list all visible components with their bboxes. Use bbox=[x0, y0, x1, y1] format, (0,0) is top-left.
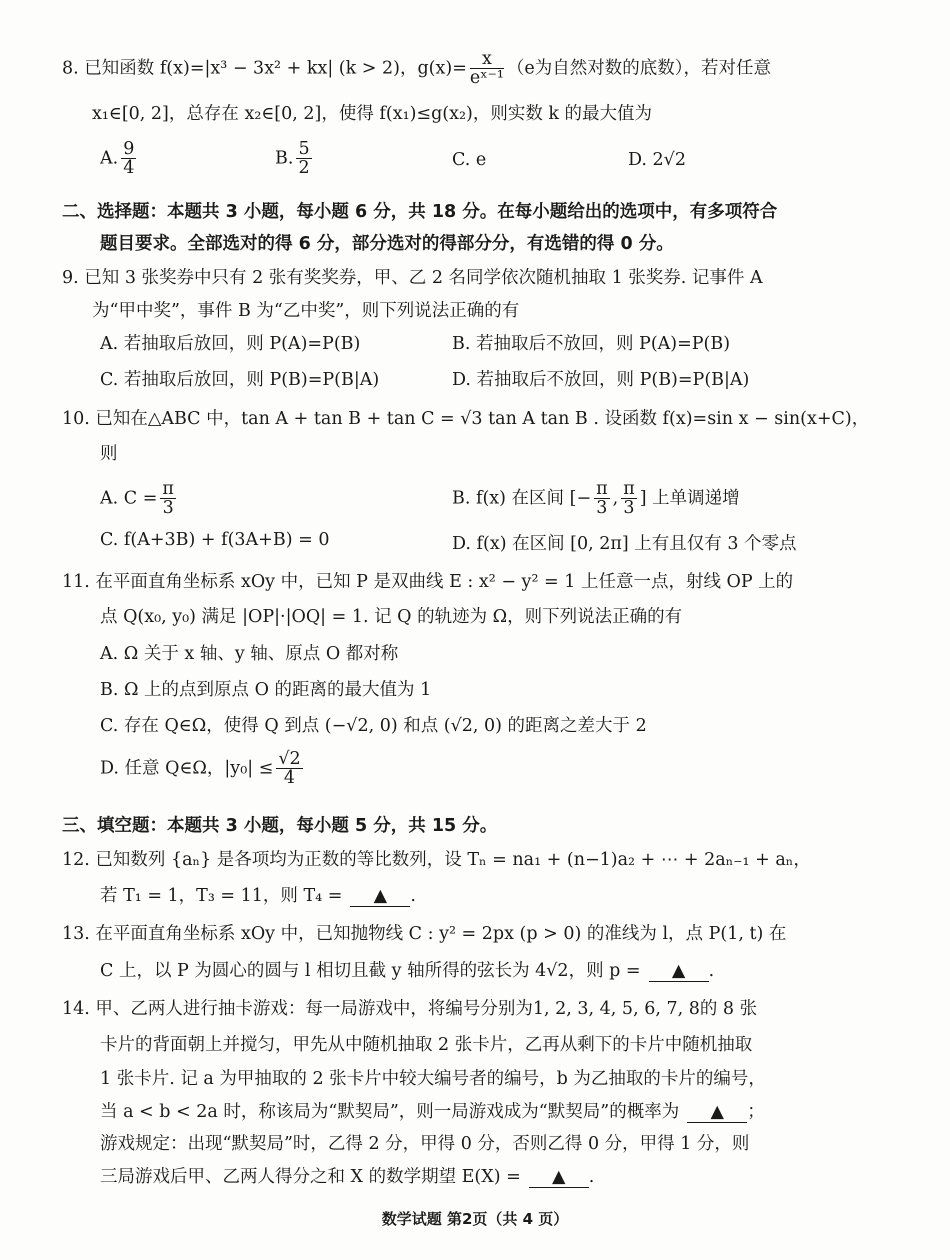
q13-line-1: 13. 在平面直角坐标系 xOy 中，已知抛物线 C : y² = 2px (p > 0) 的准线为 l，点 P(1, t) 在 bbox=[62, 924, 787, 944]
q14-line-4: 当 a < b < 2a 时，称该局为“默契局”，则一局游戏成为“默契局”的概率为 ▲ ； bbox=[100, 1102, 765, 1122]
q10-option-b: B. f(x) 在区间 [− $\frac{\pi}{3}$ , $\frac{\pi}{3}$ ] 上单调递增 bbox=[452, 479, 740, 519]
q14-line-5: 游戏规定：出现“默契局”时，乙得 2 分，甲得 0 分，否则乙得 0 分，甲得 1 分，则 bbox=[100, 1134, 750, 1154]
answer-blank[interactable]: ▲ bbox=[529, 1167, 589, 1188]
section-2-heading: 二、选择题：本题共 3 小题，每小题 6 分，共 18 分。在每小题给出的选项中，有多项符合 bbox=[62, 202, 778, 222]
q8-option-d: D. 2√2 bbox=[628, 150, 686, 170]
q9-option-b: B. 若抽取后不放回，则 P(A)=P(B) bbox=[452, 334, 731, 354]
q10-line-2: 则 bbox=[100, 444, 118, 464]
q11-option-a: A. Ω 关于 x 轴、y 轴、原点 O 都对称 bbox=[100, 644, 399, 664]
q10-line-1: 10. 已知在△ABC 中，tan A + tan B + tan C = √3 tan A tan B . 设函数 f(x)=sin x − sin(x+C)， bbox=[62, 409, 870, 429]
page-footer: 数学试题 第2页（共 4 页） bbox=[381, 1210, 569, 1228]
q8-option-c: C. e bbox=[452, 150, 487, 170]
q11-option-b: B. Ω 上的点到原点 O 的距离的最大值为 1 bbox=[100, 680, 432, 700]
q8-option-b: B. $\frac{5}{2}$ bbox=[275, 139, 310, 179]
q11-option-d: D. 任意 Q∈Ω，|y₀| ≤ $\frac{√2}{4}$ bbox=[100, 749, 301, 789]
section-3-heading: 三、填空题：本题共 3 小题，每小题 5 分，共 15 分。 bbox=[62, 816, 498, 836]
q8-option-a: A. $\frac{9}{4}$ bbox=[100, 139, 135, 179]
q9-line-1: 9. 已知 3 张奖券中只有 2 张有奖奖券，甲、乙 2 名同学依次随机抽取 1 张奖券. 记事件 A bbox=[62, 268, 763, 288]
q13-line-2: C 上，以 P 为圆心的圆与 l 相切且截 y 轴所得的弦长为 4√2，则 p = ▲ . bbox=[100, 961, 715, 981]
answer-blank[interactable]: ▲ bbox=[687, 1102, 747, 1123]
q14-line-6: 三局游戏后甲、乙两人得分之和 X 的数学期望 E(X) = ▲ . bbox=[100, 1167, 595, 1187]
q8-line-2: x₁∈[0, 2]，总存在 x₂∈[0, 2]，使得 f(x₁)≤g(x₂)，则实数 k 的最大值为 bbox=[92, 104, 653, 124]
gx-fraction: $\frac{x}{\text{eˣ⁻¹}}$ bbox=[469, 49, 504, 89]
q14-line-2: 卡片的背面朝上并搅匀，甲先从中随机抽取 2 张卡片，乙再从剩下的卡片中随机抽取 bbox=[100, 1035, 753, 1055]
answer-blank[interactable]: ▲ bbox=[350, 886, 410, 907]
q14-line-3: 1 张卡片. 记 a 为甲抽取的 2 张卡片中较大编号者的编号，b 为乙抽取的卡片的编号， bbox=[100, 1069, 766, 1089]
q10-option-a: A. C = $\frac{\pi}{3}$ bbox=[100, 479, 174, 519]
q14-line-1: 14. 甲、乙两人进行抽卡游戏：每一局游戏中，将编号分别为1, 2, 3, 4, 5, 6, 7, 8的 8 张 bbox=[62, 999, 758, 1019]
section-2-heading-cont: 题目要求。全部选对的得 6 分，部分选对的得部分分，有选错的得 0 分。 bbox=[100, 234, 674, 254]
q10-option-c: C. f(A+3B) + f(3A+B) = 0 bbox=[100, 530, 330, 550]
q9-option-c: C. 若抽取后放回，则 P(B)=P(B|A) bbox=[100, 370, 380, 390]
q11-line-1: 11. 在平面直角坐标系 xOy 中，已知 P 是双曲线 E : x² − y² = 1 上任意一点，射线 OP 上的 bbox=[62, 572, 794, 592]
q8-line-1: 8. 已知函数 f(x)=|x³ − 3x² + kx| (k > 2)，g(x)= $\frac{x}{\text{eˣ⁻¹}}$ （e为自然对数的底数），若对任意 bbox=[62, 49, 772, 89]
q9-line-2: 为“甲中奖”，事件 B 为“乙中奖”，则下列说法正确的有 bbox=[92, 301, 520, 321]
q9-option-d: D. 若抽取后不放回，则 P(B)=P(B|A) bbox=[452, 370, 750, 390]
q12-line-1: 12. 已知数列 {aₙ} 是各项均为正数的等比数列，设 Tₙ = na₁ + (n−1)a₂ + ⋯ + 2aₙ₋₁ + aₙ， bbox=[62, 850, 811, 870]
q9-option-a: A. 若抽取后放回，则 P(A)=P(B) bbox=[100, 334, 361, 354]
q10-option-d: D. f(x) 在区间 [0, 2π] 上有且仅有 3 个零点 bbox=[452, 534, 797, 554]
q11-option-c: C. 存在 Q∈Ω，使得 Q 到点 (−√2, 0) 和点 (√2, 0) 的距离之差大于 2 bbox=[100, 716, 647, 736]
answer-blank[interactable]: ▲ bbox=[649, 961, 709, 982]
q11-line-2: 点 Q(x₀, y₀) 满足 |OP|·|OQ| = 1. 记 Q 的轨迹为 Ω，则下列说法正确的有 bbox=[100, 607, 683, 627]
q12-line-2: 若 T₁ = 1，T₃ = 11，则 T₄ = ▲ . bbox=[100, 886, 416, 906]
